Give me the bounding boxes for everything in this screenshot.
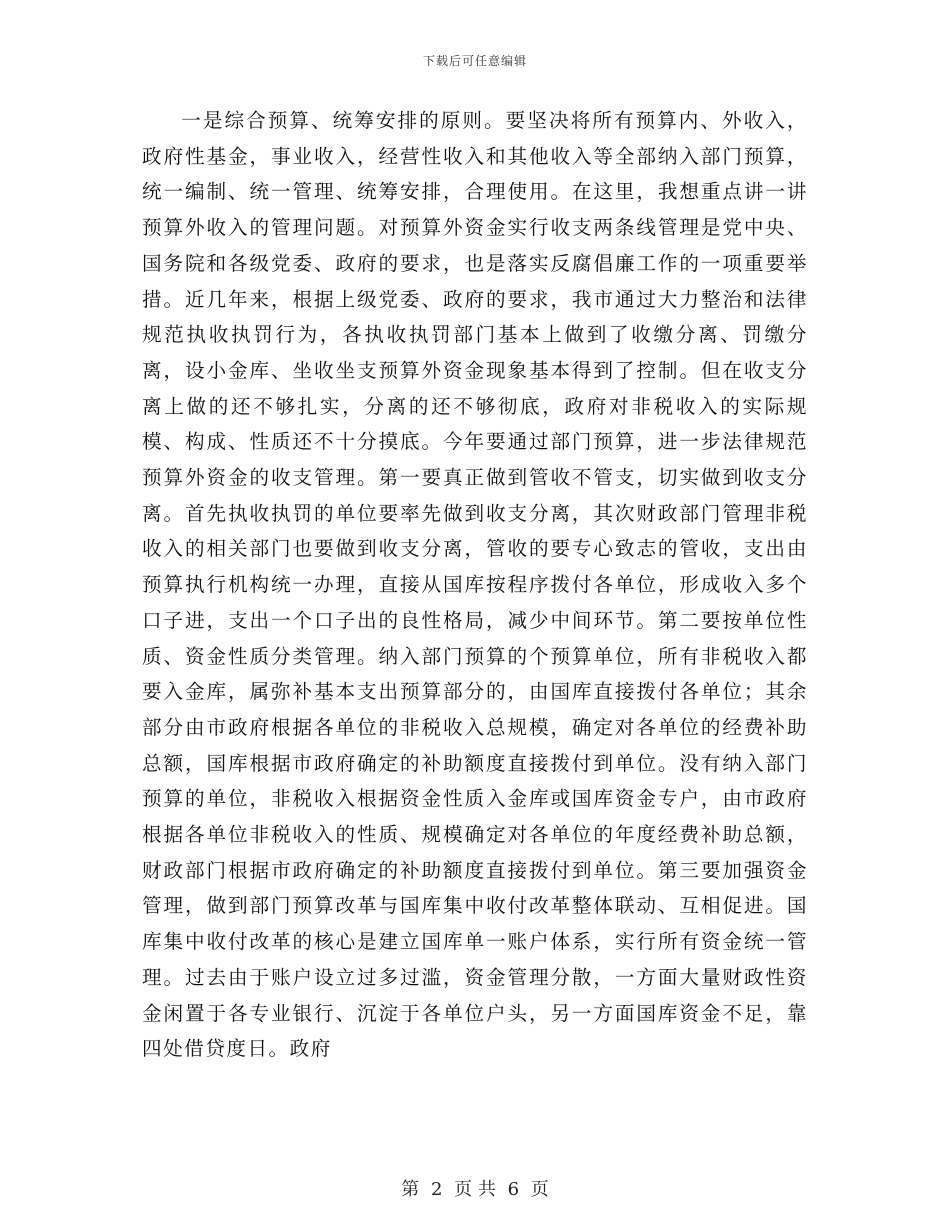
page-header-note: 下载后可任意编辑 <box>422 54 527 68</box>
page-footer <box>0 1175 950 1201</box>
page-number-current: 2 <box>430 1179 443 1200</box>
page-label-mid: 页 共 <box>454 1179 496 1200</box>
page-label-prefix: 第 <box>401 1179 420 1200</box>
body-paragraph: 一是综合预算、统筹安排的原则。要坚决将所有预算内、外收入，政府性基金，事业收入，经营性收入和其他收入等全部纳入部门预算，统一编制、统一管理、统筹安排，合理使用。在这里，我想重点讲一讲预算外收入的管理问题。对预算外资金实行收支两条线管理是党中央、国务院和各级党委、政府的要求，也是落实反腐倡廉工作的一项重要举措。近几年来，根据上级党委、政府的要求，我市通过大力整治和法律规范执收执罚行为，各执收执罚部门基本上做到了收缴分离、罚缴分离，设小金库、坐收坐支预算外资金现象基本得到了控制。但在收支分离上做的还不够扎实，分离的还不够彻底，政府对非税收入的实际规模、构成、性质还不十分摸底。今年要通过部门预算，进一步法律规范预算外资金的收支管理。第一要真正做到管收不管支，切实做到收支分离。首先执收执罚的单位要率先做到收支分离，其次财政部门管理非税收入的相关部门也要做到收支分离，管收的要专心致志的管收，支出由预算执行机构统一办理，直接从国库按程序拨付各单位，形成收入多个口子进，支出一个口子出的良性格局，减少中间环节。第二要按单位性质、资金性质分类管理。纳入部门预算的个预算单位，所有非税收入都要入金库，属弥补基本支出预算部分的，由国库直接拨付各单位；其余部分由市政府根据各单位的非税收入总规模，确定对各单位的经费补助总额，国库根据市政府确定的补助额度直接拨付到单位。没有纳入部门预算的单位，非税收入根据资金性质入金库或国库资金专户，由市政府根据各单位非税收入的性质、规模确定对各单位的年度经费补助总额，财政部门根据市政府确定的补助额度直接拨付到单位。第三要加强资金管理，做到部门预算改革与国库集中收付改革整体联动、互相促进。国库集中收付改革的核心是建立国库单一账户体系，实行所有资金统一管理。过去由于账户设立过多过滥，资金管理分散，一方面大量财政性资金闲置于各专业银行、沉淀于各单位户头，另一方面国库资金不足，靠四处借贷度日。政府 <box>142 109 808 1061</box>
page-label-suffix: 页 <box>530 1179 549 1200</box>
page-number-total: 6 <box>507 1179 520 1200</box>
